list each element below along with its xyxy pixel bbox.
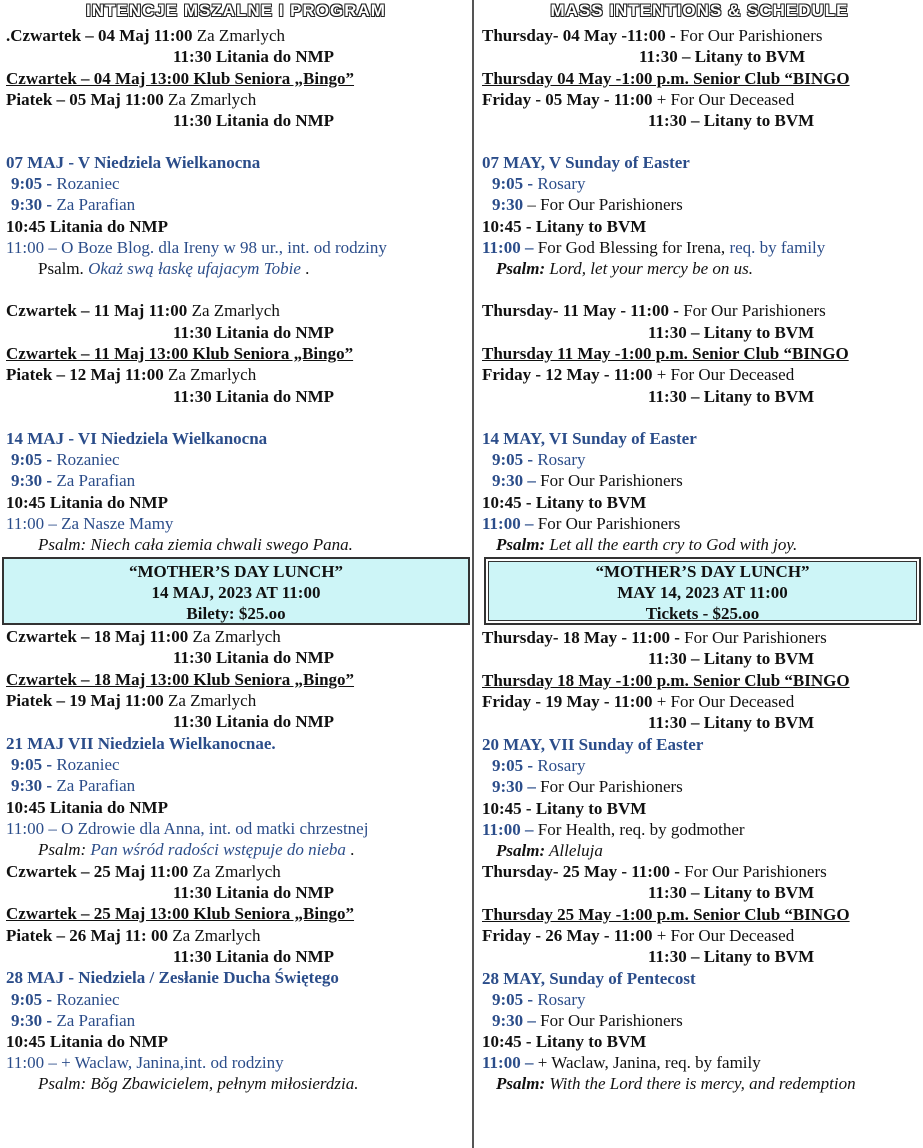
schedule-line: Czwartek – 25 Maj 11:00 Za Zmarlych <box>6 862 281 881</box>
schedule-line: 11:30 Litania do NMP <box>173 47 335 66</box>
schedule-line: 10:45 - Litany to BVM <box>482 1032 647 1051</box>
schedule-line: 11:30 Litania do NMP <box>173 323 335 342</box>
schedule-line: 10:45 Litania do NMP <box>6 493 168 512</box>
schedule-line: 11:30 – Litany to BVM <box>648 387 815 406</box>
lunch-title: “MOTHER’S DAY LUNCH” <box>595 562 810 581</box>
schedule-line: Piatek – 19 Maj 11:00 Za Zmarlych <box>6 691 257 710</box>
schedule-line: 9:30 – For Our Parishioners <box>492 471 683 490</box>
lunch-title: “MOTHER’S DAY LUNCH” <box>128 562 344 581</box>
schedule-line: Piatek – 26 Maj 11: 00 Za Zmarlych <box>6 926 261 945</box>
schedule-line: Thursday 18 May -1:00 p.m. Senior Club “BINGO <box>482 671 850 690</box>
schedule-line: 11:30 – Litany to BVM <box>648 111 815 130</box>
schedule-line: 11:30 – Litany to BVM <box>648 883 815 902</box>
psalm-line: Psalm: Pan wśród radości wstępuje do nieba . <box>38 840 355 859</box>
sunday-heading: 14 MAY, VI Sunday of Easter <box>482 429 697 448</box>
schedule-line: 11:30 Litania do NMP <box>173 947 335 966</box>
schedule-line: Thursday- 04 May -11:00 - For Our Parishioners <box>482 26 823 45</box>
schedule-line: Thursday- 25 May - 11:00 - For Our Parishioners <box>482 862 827 881</box>
schedule-line: 9:30 - Za Parafian <box>11 776 136 795</box>
schedule-line: Thursday 25 May -1:00 p.m. Senior Club “BINGO <box>482 905 850 924</box>
schedule-line: 11:30 – Litany to BVM <box>639 47 806 66</box>
schedule-line: Thursday- 11 May - 11:00 - For Our Parishioners <box>482 301 826 320</box>
schedule-line: 9:05 - Rozaniec <box>11 990 120 1009</box>
mothers-day-lunch-box <box>2 557 470 625</box>
schedule-line: 10:45 Litania do NMP <box>6 217 168 236</box>
sunday-heading: 20 MAY, VII Sunday of Easter <box>482 735 704 754</box>
lunch-price: Bilety: $25.oo <box>186 604 286 623</box>
schedule-line: 11:30 Litania do NMP <box>173 648 335 667</box>
schedule-line: 9:30 - Za Parafian <box>11 471 136 490</box>
schedule-line: 9:05 - Rosary <box>492 174 586 193</box>
schedule-line: 11:00 – O Zdrowie dla Anna, int. od matki chrzestnej <box>6 819 369 838</box>
psalm-line: Psalm: Alleluja <box>496 841 603 860</box>
mothers-day-lunch-box <box>484 557 921 625</box>
schedule-line: 10:45 - Litany to BVM <box>482 799 647 818</box>
lunch-price: Tickets - $25.oo <box>645 604 760 623</box>
schedule-line: 11:30 – Litany to BVM <box>648 323 815 342</box>
sunday-heading: 21 MAJ VII Niedziela Wielkanocnae. <box>6 734 276 753</box>
schedule-line: Thursday 04 May -1:00 p.m. Senior Club “BINGO <box>482 69 850 88</box>
schedule-line: 9:30 - Za Parafian <box>11 195 136 214</box>
lunch-date: MAY 14, 2023 AT 11:00 <box>617 583 788 602</box>
sunday-heading: 07 MAY, V Sunday of Easter <box>482 153 690 172</box>
psalm-line: Psalm: Bǒg Zbawicielem, pełnym miłosierdzia. <box>38 1074 359 1093</box>
schedule-line: 9:05 - Rozaniec <box>11 174 120 193</box>
sunday-heading: 07 MAJ - V Niedziela Wielkanocna <box>6 153 261 172</box>
schedule-line: 11:00 – + Waclaw, Janina,int. od rodziny <box>6 1053 284 1072</box>
schedule-line: 11:30 Litania do NMP <box>173 883 335 902</box>
english-column <box>476 0 923 1148</box>
schedule-line: 11:00 – Za Nasze Mamy <box>6 514 174 533</box>
schedule-line: 9:30 - Za Parafian <box>11 1011 136 1030</box>
psalm-line: Psalm: With the Lord there is mercy, and redemption <box>496 1074 856 1093</box>
psalm-line: Psalm. Okaż swą łaskę ufajacym Tobie . <box>38 259 310 278</box>
lunch-date: 14 MAJ, 2023 AT 11:00 <box>151 583 321 602</box>
schedule-line: Thursday 11 May -1:00 p.m. Senior Club “BINGO <box>482 344 849 363</box>
schedule-line: Friday - 12 May - 11:00 + For Our Deceased <box>482 365 795 384</box>
schedule-line: 11:00 – For Our Parishioners <box>482 514 681 533</box>
schedule-line: 11:00 – O Boze Blog. dla Ireny w 98 ur., int. od rodziny <box>6 238 387 257</box>
schedule-line: 10:45 Litania do NMP <box>6 1032 168 1051</box>
schedule-line: 11:00 – + Waclaw, Janina, req. by family <box>482 1053 761 1072</box>
sunday-heading: 28 MAJ - Niedziela / Zesłanie Ducha Świętego <box>6 968 339 987</box>
schedule-line: .Czwartek – 04 Maj 11:00 Za Zmarlych <box>6 26 286 45</box>
schedule-line: 9:05 - Rozaniec <box>11 755 120 774</box>
schedule-line: Czwartek – 11 Maj 13:00 Klub Seniora „Bingo” <box>6 344 354 363</box>
schedule-line: Friday - 19 May - 11:00 + For Our Deceased <box>482 692 795 711</box>
schedule-line: 9:05 - Rosary <box>492 450 586 469</box>
schedule-line: 9:05 - Rosary <box>492 756 586 775</box>
schedule-line: 11:30 Litania do NMP <box>173 387 335 406</box>
psalm-line: Psalm: Lord, let your mercy be on us. <box>496 259 754 278</box>
schedule-line: 9:05 - Rosary <box>492 990 586 1009</box>
schedule-line: Friday - 05 May - 11:00 + For Our Deceased <box>482 90 795 109</box>
schedule-line: 11:30 Litania do NMP <box>173 712 335 731</box>
schedule-line: Piatek – 12 Maj 11:00 Za Zmarlych <box>6 365 257 384</box>
schedule-line: 9:30 – For Our Parishioners <box>492 777 683 796</box>
sunday-heading: 28 MAY, Sunday of Pentecost <box>482 969 696 988</box>
schedule-line: Friday - 26 May - 11:00 + For Our Deceased <box>482 926 795 945</box>
schedule-line: 11:30 – Litany to BVM <box>648 649 815 668</box>
column-divider <box>472 0 474 1148</box>
schedule-line: 9:05 - Rozaniec <box>11 450 120 469</box>
schedule-line: 10:45 Litania do NMP <box>6 798 168 817</box>
polish-header: INTENCJE MSZALNE I PROGRAM <box>86 1 386 20</box>
schedule-line: 9:30 – For Our Parishioners <box>492 195 683 214</box>
schedule-line: Thursday- 18 May - 11:00 - For Our Parishioners <box>482 628 827 647</box>
schedule-line: Czwartek – 04 Maj 13:00 Klub Seniora „Bingo” <box>6 69 355 88</box>
schedule-line: 9:30 – For Our Parishioners <box>492 1011 683 1030</box>
schedule-line: Czwartek – 18 Maj 11:00 Za Zmarlych <box>6 627 281 646</box>
schedule-line: Czwartek – 11 Maj 11:00 Za Zmarlych <box>6 301 280 320</box>
schedule-line: 11:30 – Litany to BVM <box>648 713 815 732</box>
schedule-line: 11:30 – Litany to BVM <box>648 947 815 966</box>
schedule-line: 11:30 Litania do NMP <box>173 111 335 130</box>
schedule-line: Czwartek – 18 Maj 13:00 Klub Seniora „Bingo” <box>6 670 355 689</box>
psalm-line: Psalm: Niech cała ziemia chwali swego Pana. <box>38 535 353 554</box>
psalm-line: Psalm: Let all the earth cry to God with joy. <box>496 535 798 554</box>
schedule-line: 10:45 - Litany to BVM <box>482 493 647 512</box>
schedule-line: 11:00 – For Health, req. by godmother <box>482 820 745 839</box>
schedule-line: 11:00 – For God Blessing for Irena, req. by family <box>482 238 826 257</box>
schedule-line: Piatek – 05 Maj 11:00 Za Zmarlych <box>6 90 257 109</box>
schedule-line: 10:45 - Litany to BVM <box>482 217 647 236</box>
sunday-heading: 14 MAJ - VI Niedziela Wielkanocna <box>6 429 268 448</box>
english-header: MASS INTENTIONS & SCHEDULE <box>550 1 849 20</box>
schedule-line: Czwartek – 25 Maj 13:00 Klub Seniora „Bingo” <box>6 904 355 923</box>
